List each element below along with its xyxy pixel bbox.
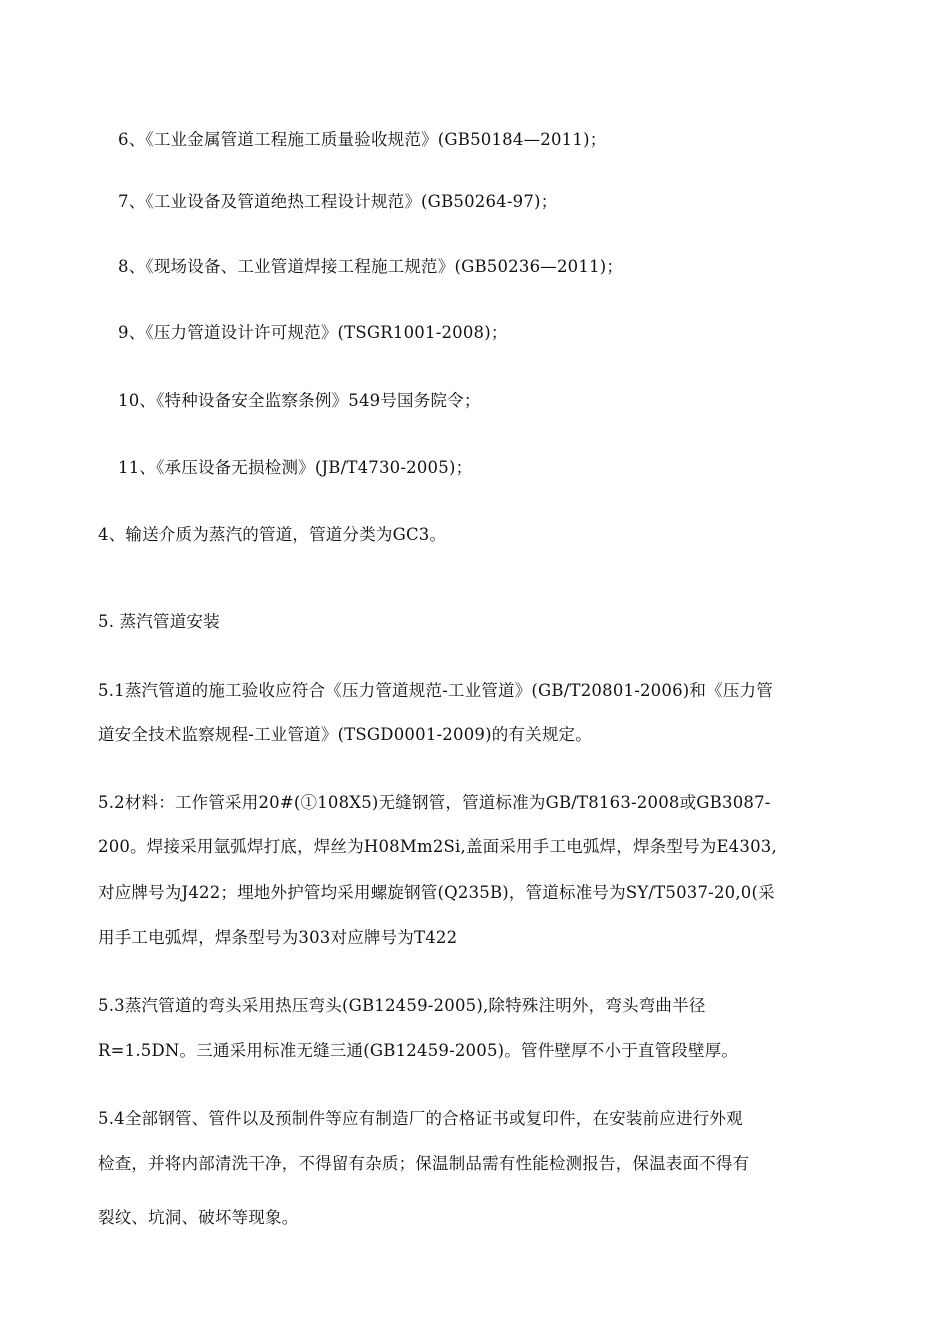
paragraph-5-3-line-1: 5.3蒸汽管道的弯头采用热压弯头(GB12459-2005),除特殊注明外，弯头弯曲半径: [98, 996, 706, 1015]
paragraph-5-1-line-2: 道安全技术监察规程-工业管道》(TSGD0001-2009)的有关规定。: [98, 725, 592, 744]
section-5-heading: 5. 蒸汽管道安装: [98, 612, 220, 631]
paragraph-5-3-line-2: R=1.5DN。三通采用标准无缝三通(GB12459-2005)。管件壁厚不小于直管段壁厚。: [98, 1041, 739, 1060]
paragraph-5-4-line-2: 检查，并将内部清洗干净，不得留有杂质；保温制品需有性能检测报告，保温表面不得有: [98, 1154, 750, 1173]
reference-item-8: 8、《现场设备、工业管道焊接工程施工规范》(GB50236—2011)；: [118, 257, 624, 276]
paragraph-5-4-line-1: 5.4全部钢管、管件以及预制件等应有制造厂的合格证书或复印件，在安装前应进行外观: [98, 1109, 743, 1128]
reference-item-6: 6、《工业金属管道工程施工质量验收规范》(GB50184—2011)；: [118, 130, 607, 149]
reference-item-7: 7、《工业设备及管道绝热工程设计规范》(GB50264-97)；: [118, 192, 558, 211]
paragraph-5-2-line-4: 用手工电弧焊，焊条型号为303对应牌号为T422: [98, 928, 458, 947]
reference-item-9: 9、《压力管道设计许可规范》(TSGR1001-2008)；: [118, 323, 508, 342]
paragraph-5-2-line-1: 5.2材料：工作管采用20#(①108X5)无缝钢管，管道标准为GB/T8163-2008或GB3087-: [98, 793, 771, 812]
paragraph-5-4-line-3: 裂纹、坑洞、破坏等现象。: [98, 1208, 299, 1227]
item-4-paragraph: 4、输送介质为蒸汽的管道，管道分类为GC3。: [98, 525, 447, 544]
paragraph-5-2-line-2: 200。焊接采用氩弧焊打底，焊丝为H08Mm2Si,盖面采用手工电弧焊，焊条型号为E4303,: [98, 837, 777, 856]
paragraph-5-1-line-1: 5.1蒸汽管道的施工验收应符合《压力管道规范-工业管道》(GB/T20801-2006)和《压力管: [98, 681, 773, 700]
reference-item-10: 10、《特种设备安全监察条例》549号国务院令；: [118, 391, 481, 410]
reference-item-11: 11、《承压设备无损检测》(JB/T4730-2005)；: [118, 458, 473, 477]
paragraph-5-2-line-3: 对应牌号为J422；埋地外护管均采用螺旋钢管(Q235B)，管道标准号为SY/T5037-20,0(采: [98, 883, 775, 902]
